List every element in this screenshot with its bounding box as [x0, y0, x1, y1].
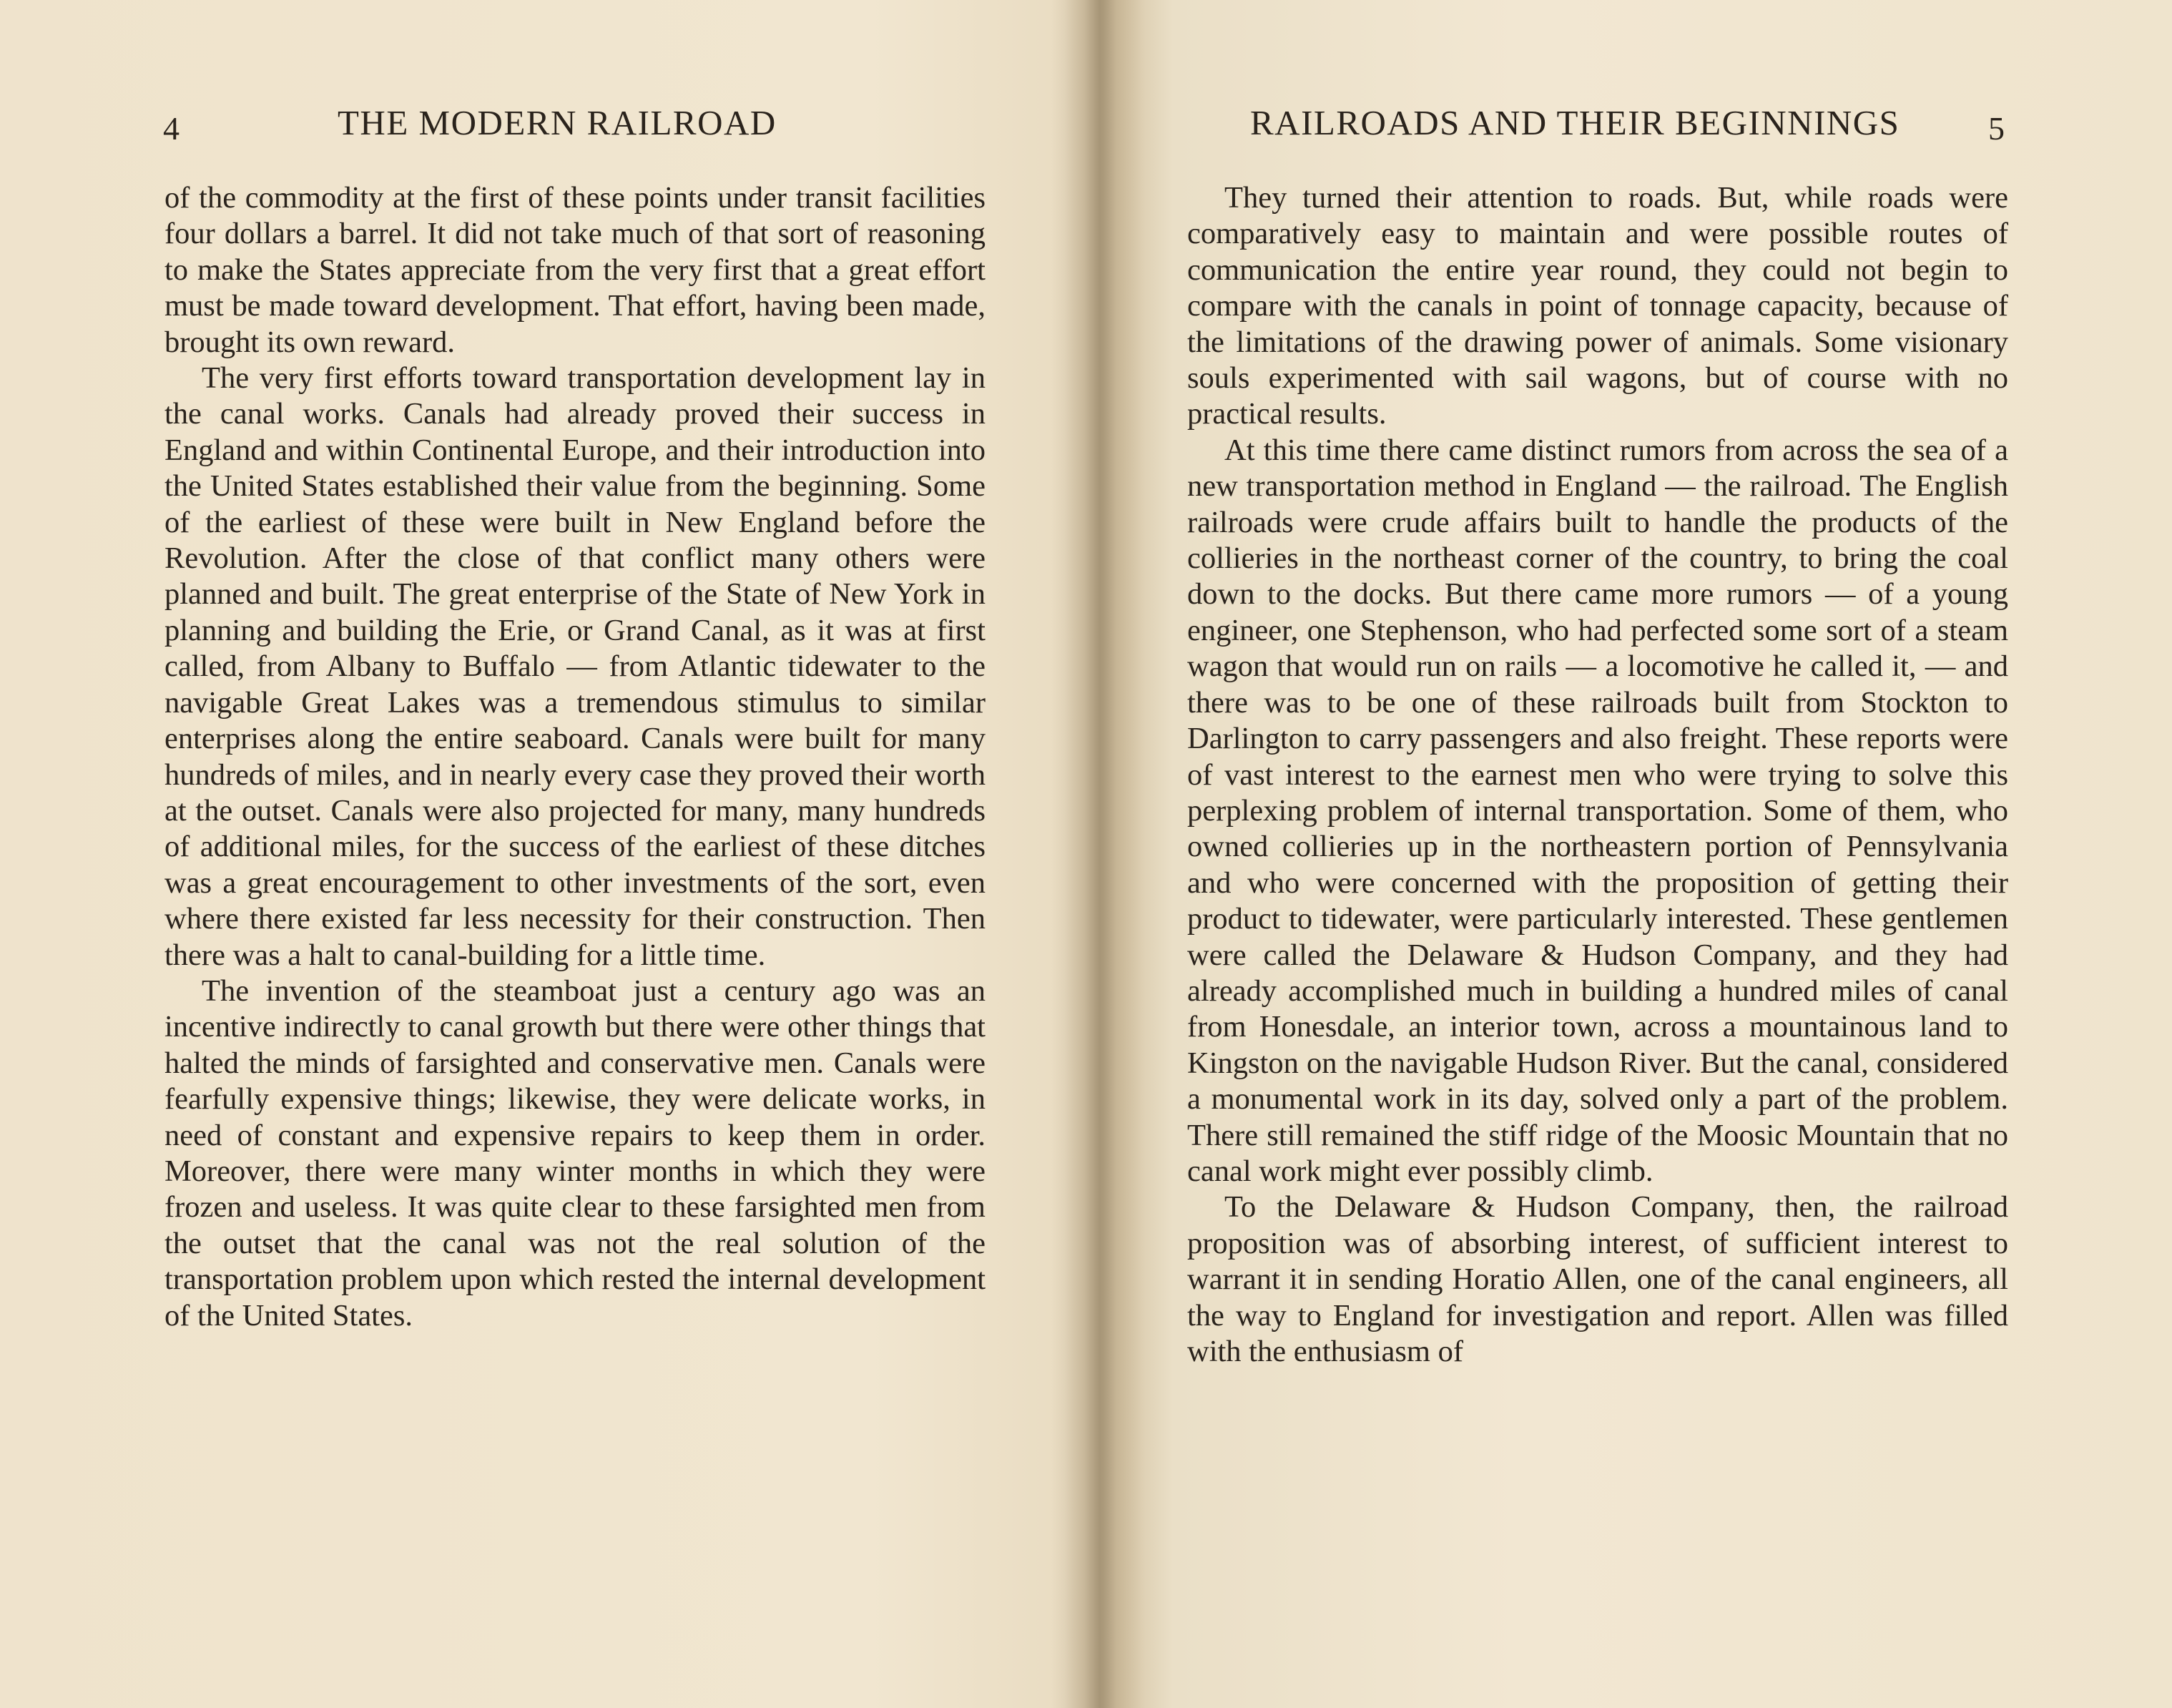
page-number: 5 [1988, 110, 2005, 147]
paragraph: At this time there came distinct rumors from across the sea of a new transportation method in England — the railroad. The English railroads were crude affairs built to handle the products of the collieries in the northeast corner of the country, to bring the coal down to the docks. But there came more rumors — of a young engineer, one Stephenson, who had perfected some sort of a steam wagon that would run on rails — a locomotive he called it, — and there was to be one of these railroads built from Stockton to Darlington to carry passengers and also freight. These reports were of vast interest to the earnest men who were trying to solve this perplexing problem of internal transportation. Some of them, who owned collieries up in the northeastern portion of Pennsylvania and who were concerned with the proposition of getting their product to tidewater, were particularly interested. These gentlemen were called the Delaware & Hudson Company, and they had already accomplished much in building a hundred miles of canal from Honesdale, an interior town, across a mountainous land to Kingston on the navigable Hudson River. But the canal, considered a monumental work in its day, solved only a part of the problem. There still remained the stiff ridge of the Moosic Mountain that no canal work might ever possibly climb. [1187, 433, 2008, 1188]
paragraph: They turned their attention to roads. But, while roads were comparatively easy to maintain and were possible routes of communication the entire year round, they could not begin to compare with the canals in point of tonnage capacity, because of the limitations of the drawing power of animals. Some visionary souls experimented with sail wagons, but of course with no practical results. [1187, 181, 2008, 431]
paragraph: The invention of the steamboat just a century ago was an incentive indirectly to canal growth but there were other things that halted the minds of farsighted and conservative men. Canals were fearfully expensive things; likewise, they were delicate works, in need of constant and expensive repairs to keep them in order. Moreover, there were many winter months in which they were frozen and useless. It was quite clear to these farsighted men from the outset that the canal was not the real solution of the transportation problem upon which rested the internal development of the United States. [164, 973, 986, 1332]
paragraph: To the Delaware & Hudson Company, then, the railroad proposition was of absorbing interest, of sufficient interest to warrant it in sending Horatio Allen, one of the canal engineers, all the way to England for investigation and report. Allen was filled with the enthusiasm of [1187, 1190, 2008, 1368]
running-head: RAILROADS AND THEIR BEGINNINGS [1250, 103, 1900, 142]
page-body [1187, 180, 2008, 1370]
right-page [1094, 0, 2172, 1708]
page-number: 4 [163, 110, 180, 147]
paragraph: The very first efforts toward transportation development lay in the canal works. Canals had already proved their success in England and within Continental Europe, and their introduction into the United States established their value from the beginning. Some of the earliest of these were built in New England before the Revolution. After the close of that conflict many others were planned and built. The great enterprise of the State of New York in planning and building the Erie, or Grand Canal, as it was at first called, from Albany to Buffalo — from Atlantic tidewater to the navigable Great Lakes was a tremendous stimulus to similar enterprises along the entire seaboard. Canals were built for many hundreds of miles, and in nearly every case they proved their worth at the outset. Canals were also projected for many, many hundreds of additional miles, for the success of the earliest of these ditches was a great encouragement to other investments of the sort, even where there existed far less necessity for their construction. Then there was a halt to canal-building for a little time. [164, 361, 986, 972]
left-page [0, 0, 1080, 1708]
running-head: THE MODERN RAILROAD [338, 103, 777, 142]
paragraph: of the commodity at the first of these points under transit facilities four dollars a barrel. It did not take much of that sort of reasoning to make the States appreciate from the very first that a great effort must be made toward development. That effort, having been made, brought its own reward. [164, 181, 986, 359]
page-body [164, 180, 986, 1334]
